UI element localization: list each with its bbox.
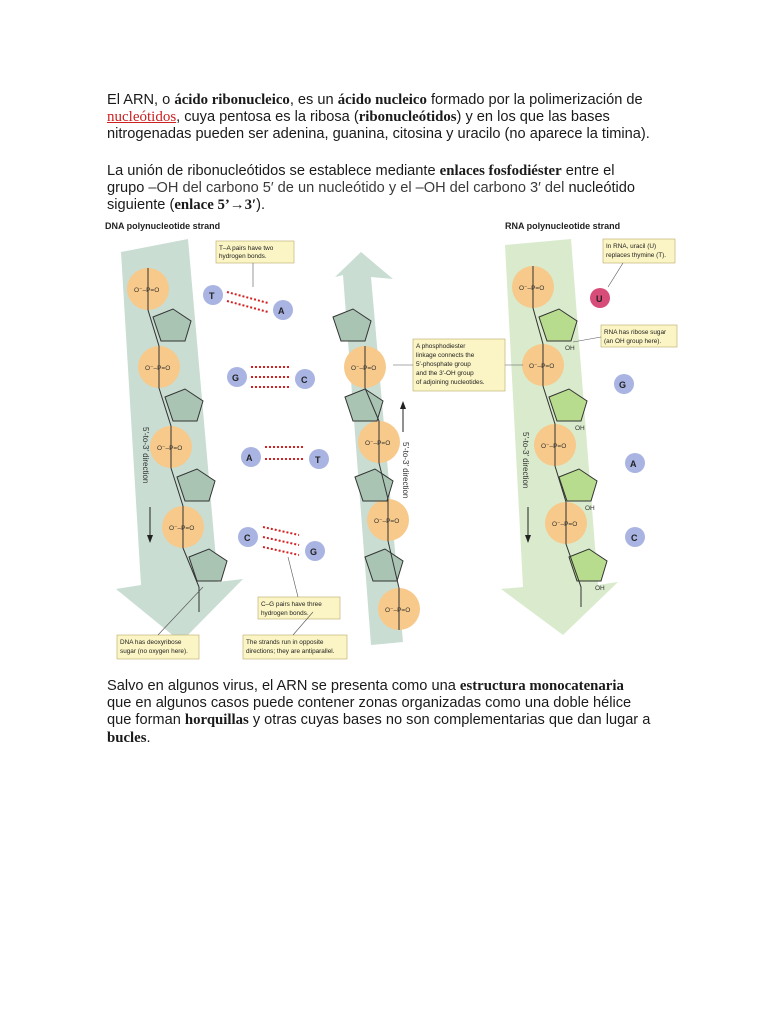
hydrogen-bonds <box>227 292 303 555</box>
rna-oh-2: OH <box>575 425 585 432</box>
svg-text:linkage connects the: linkage connects the <box>416 352 475 359</box>
note-ta-pairs <box>216 241 294 263</box>
svg-text:RNA has ribose sugar: RNA has ribose sugar <box>604 329 667 336</box>
svg-text:T: T <box>315 455 321 465</box>
term-horquillas: horquillas <box>184 712 249 729</box>
svg-text:C: C <box>631 533 638 543</box>
direction-label-right: 5′-to-3′ direction <box>401 442 410 499</box>
svg-text:A: A <box>246 453 253 463</box>
term-acido-ribonucleico: ácido ribonucleico <box>174 92 290 108</box>
base-right-T <box>309 449 329 469</box>
base-rna-C <box>625 527 645 547</box>
base-rna-A <box>625 453 645 473</box>
note-ribose <box>601 325 677 347</box>
term-enlace-5-3: enlace 5’→3′ <box>174 197 257 214</box>
svg-text:C–G pairs have three: C–G pairs have three <box>261 601 322 608</box>
rna-oh-4: OH <box>595 585 605 592</box>
direction-label-rna: 5′-to-3′ direction <box>521 432 530 489</box>
svg-text:hydrogen bonds.: hydrogen bonds. <box>219 253 267 260</box>
svg-text:T: T <box>209 291 215 301</box>
base-left-C <box>238 527 258 547</box>
paragraph-estructura: Salvo en algunos virus, el ARN se presenta como una estructura monocatenaria que en algunos casos puede contener zonas organizadas como una doble hélice que forman horquillas y otras cuyas bases no son complementarias que dan lugar a bucles. <box>107 678 651 746</box>
svg-text:U: U <box>596 294 603 304</box>
svg-text:O⁻–P=O: O⁻–P=O <box>365 440 391 447</box>
svg-text:T–A pairs have two: T–A pairs have two <box>219 245 274 252</box>
svg-text:O⁻–P=O: O⁻–P=O <box>145 365 171 372</box>
svg-text:O⁻–P=O: O⁻–P=O <box>541 443 567 450</box>
svg-text:O⁻–P=O: O⁻–P=O <box>552 521 578 528</box>
svg-text:A phosphodiester: A phosphodiester <box>416 343 466 350</box>
svg-text:O⁻–P=O: O⁻–P=O <box>519 285 545 292</box>
note-phosphodiester <box>413 339 505 391</box>
svg-text:(an OH group here).: (an OH group here). <box>604 338 662 345</box>
term-bucles: bucles <box>107 729 147 746</box>
note-deoxyribose <box>117 635 199 659</box>
note-uracil <box>603 239 675 263</box>
note-cg-pairs <box>258 597 340 619</box>
svg-text:hydrogen bonds.: hydrogen bonds. <box>261 610 309 617</box>
term-enlaces-fosfodiester: enlaces fosfodiéster <box>439 163 562 179</box>
svg-text:G: G <box>619 380 627 390</box>
paragraph-enlaces: La unión de ribonucleótidos se establece mediante enlaces fosfodiéster entre el grupo –OH del carbono 5′ de un nucleótido y el –OH del carbono 3′ del nucleótido siguiente (enlace 5’→3′). <box>107 163 635 214</box>
link-nucleotidos[interactable]: nucleótidos <box>107 109 177 126</box>
base-right-G <box>305 541 325 561</box>
base-rna-G <box>614 374 634 394</box>
dna-title: DNA polynucleotide strand <box>105 221 221 231</box>
svg-text:G: G <box>310 547 318 557</box>
term-estructura-monocatenaria: estructura monocatenaria <box>459 678 624 694</box>
svg-text:A: A <box>630 459 637 469</box>
rna-oh-1: OH <box>565 345 575 352</box>
dir-arrowhead-right <box>400 401 406 409</box>
svg-text:A: A <box>278 306 285 316</box>
svg-text:O⁻–P=O: O⁻–P=O <box>374 518 400 525</box>
svg-text:O⁻–P=O: O⁻–P=O <box>169 525 195 532</box>
base-rna-U <box>590 288 610 308</box>
svg-text:DNA has deoxyribose: DNA has deoxyribose <box>120 639 182 646</box>
svg-text:In RNA, uracil (U): In RNA, uracil (U) <box>606 243 657 250</box>
base-left-G <box>227 367 247 387</box>
svg-text:5′-phosphate group: 5′-phosphate group <box>416 361 471 368</box>
rna-title: RNA polynucleotide strand <box>505 221 621 231</box>
term-acido-nucleico: ácido nucleico <box>337 92 427 108</box>
svg-text:directions; they are antiparal: directions; they are antiparallel. <box>246 648 335 655</box>
svg-text:of adjoining nucleotides.: of adjoining nucleotides. <box>416 379 485 386</box>
dna-rna-diagram <box>103 217 667 667</box>
term-ribonucleotidos: ribonucleótidos <box>358 109 457 126</box>
base-right-A <box>273 300 293 320</box>
svg-text:C: C <box>301 375 308 385</box>
svg-text:sugar (no oxygen here).: sugar (no oxygen here). <box>120 648 188 655</box>
svg-text:O⁻–P=O: O⁻–P=O <box>134 287 160 294</box>
svg-text:O⁻–P=O: O⁻–P=O <box>529 363 555 370</box>
svg-text:O⁻–P=O: O⁻–P=O <box>351 365 377 372</box>
svg-text:and the 3′-OH group: and the 3′-OH group <box>416 370 474 377</box>
base-left-A <box>241 447 261 467</box>
svg-text:replaces thymine (T).: replaces thymine (T). <box>606 252 667 259</box>
direction-label-left: 5′-to-3′ direction <box>141 427 150 484</box>
base-right-C <box>295 369 315 389</box>
svg-text:The strands run in opposite: The strands run in opposite <box>246 639 324 646</box>
svg-text:O⁻–P=O: O⁻–P=O <box>157 445 183 452</box>
svg-text:G: G <box>232 373 240 383</box>
base-left-T <box>203 285 223 305</box>
note-antiparallel <box>243 635 347 659</box>
rna-oh-3: OH <box>585 505 595 512</box>
paragraph-intro: El ARN, o ácido ribonucleico, es un ácido nucleico formado por la polimerización de nucleótidos, cuya pentosa es la ribosa (ribonucleótidos) y en los que las bases nitrogenadas pueden ser adenina, guanina, citosina y uracilo (no aparece la timina). <box>107 92 650 143</box>
svg-text:C: C <box>244 533 251 543</box>
svg-text:O⁻–P=O: O⁻–P=O <box>385 607 411 614</box>
